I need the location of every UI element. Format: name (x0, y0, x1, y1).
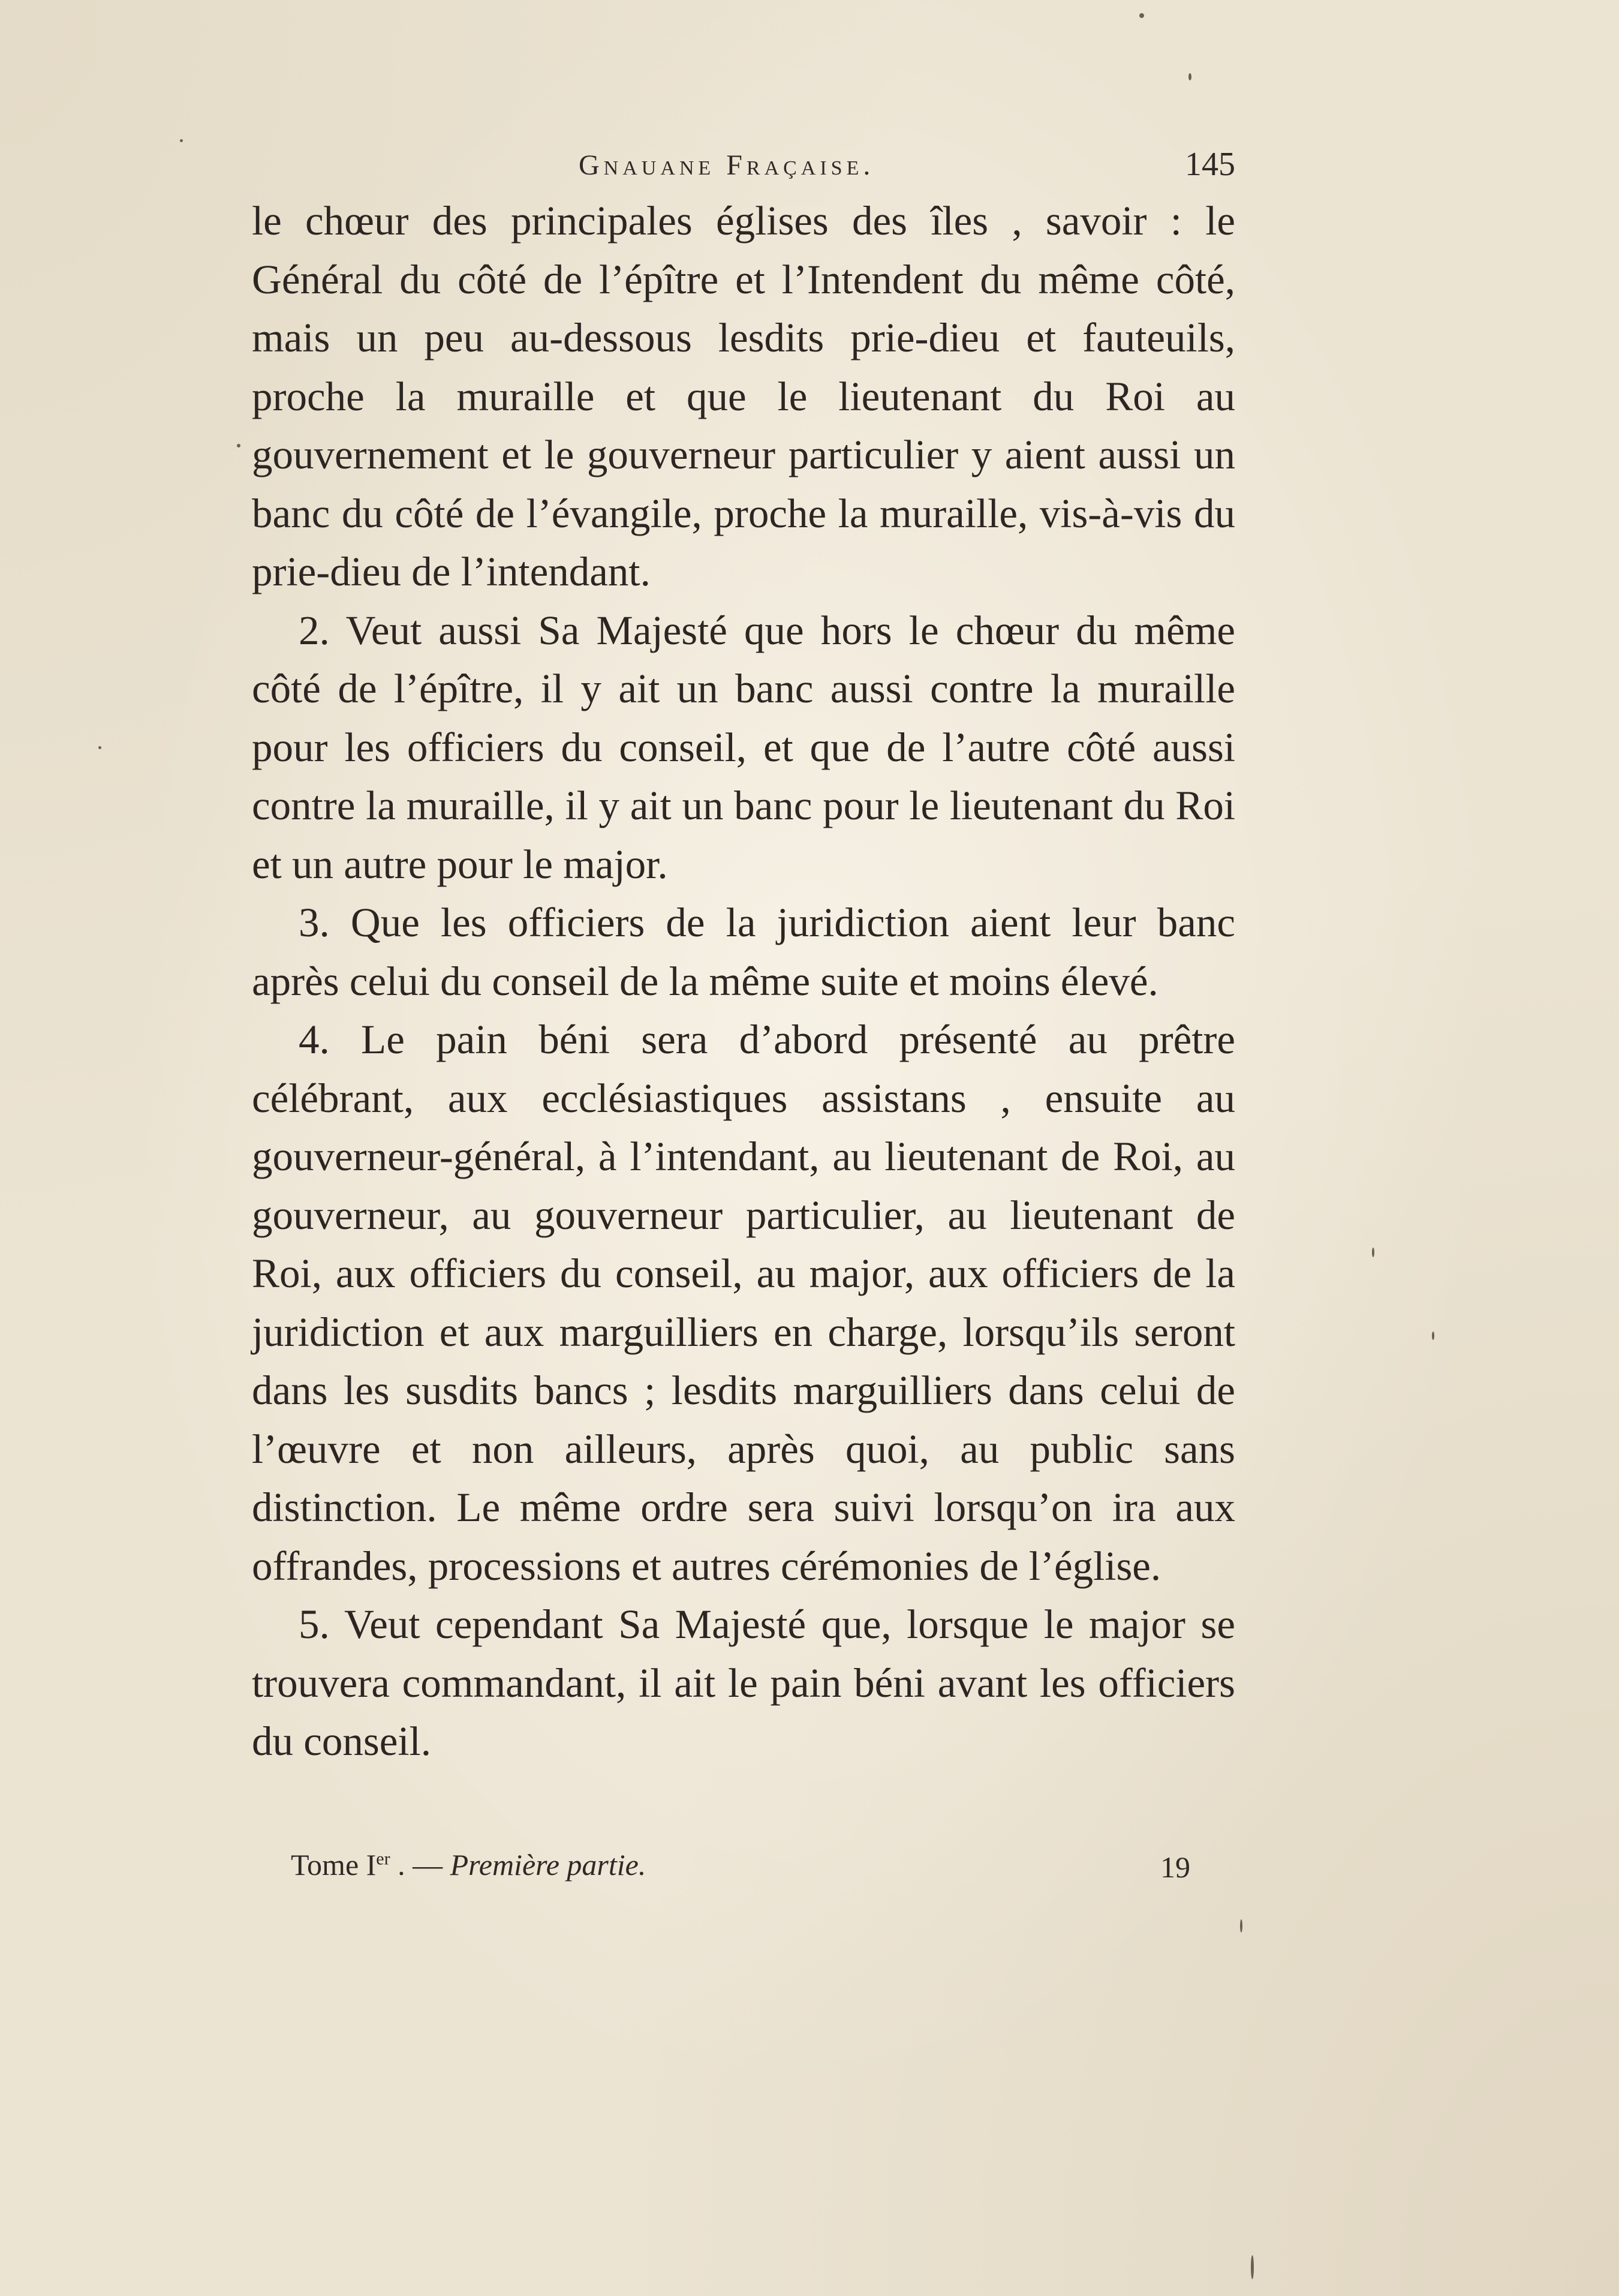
page-footer (291, 1847, 1190, 1889)
paper-speck (180, 139, 183, 142)
paper-speck (1139, 13, 1144, 18)
paper-speck (1240, 1919, 1242, 1933)
paper-speck (1188, 73, 1191, 80)
paper-speck (237, 444, 240, 447)
signature-mark: 19 (1160, 1850, 1190, 1884)
paper-speck (1251, 2255, 1254, 2279)
part-label: Première partie. (450, 1848, 646, 1882)
running-head (252, 146, 1235, 197)
paragraph-continuation: le chœur des principales églises des îles , savoir : le Général du côté de l’épître et l’Intendent du même côté, mais un peu au-dessous lesdits prie-dieu et fauteuils, proche la muraille et que le lieutenant du Roi au gouvernement et le gouverneur particulier y aient aussi un banc du côté de l’évangile, proche la muraille, vis-à-vis du prie-dieu de l’intendant. (252, 198, 1235, 594)
article-4: 4. Le pain béni sera d’abord présenté au prêtre célébrant, aux ecclésiastiques assistans , ensuite au gouverneur-général, à l’intendant, au lieutenant de Roi, au gouverneur, au gouverneur particulier, au lieutenant de Roi, aux officiers du conseil, au major, aux officiers de la juridiction et aux marguilliers en charge, lorsqu’ils seront dans les susdits bancs ; lesdits marguilliers dans celui de l’œuvre et non ailleurs, après quoi, au public sans distinction. Le même ordre sera suivi lorsqu’on ira aux offrandes, processions et autres cérémonies de l’église. (252, 1017, 1235, 1589)
page-number: 145 (1185, 146, 1235, 183)
paper-speck (98, 746, 101, 749)
body-text (252, 192, 1235, 1771)
paper-speck (1372, 1248, 1374, 1257)
article-5: 5. Veut cependant Sa Majesté que, lorsque le major se trouvera commandant, il ait le pain béni avant les officiers du conseil. (252, 1601, 1235, 1764)
volume-label: Tome I (291, 1848, 377, 1882)
volume-line (291, 1847, 646, 1882)
article-2: 2. Veut aussi Sa Majesté que hors le chœur du même côté de l’épître, il y ait un banc aussi contre la muraille pour les officiers du conseil, et que de l’autre côté aussi contre la muraille, il y ait un banc pour le lieutenant du Roi et un autre pour le major. (252, 607, 1235, 887)
article-3: 3. Que les officiers de la juridiction aient leur banc après celui du conseil de la même suite et moins élevé. (252, 900, 1235, 1004)
running-title: Gnauane Fraçaise. (579, 149, 875, 181)
footer-separator: . — (398, 1848, 443, 1882)
volume-superscript: er (376, 1849, 390, 1869)
paper-speck (1432, 1332, 1434, 1340)
